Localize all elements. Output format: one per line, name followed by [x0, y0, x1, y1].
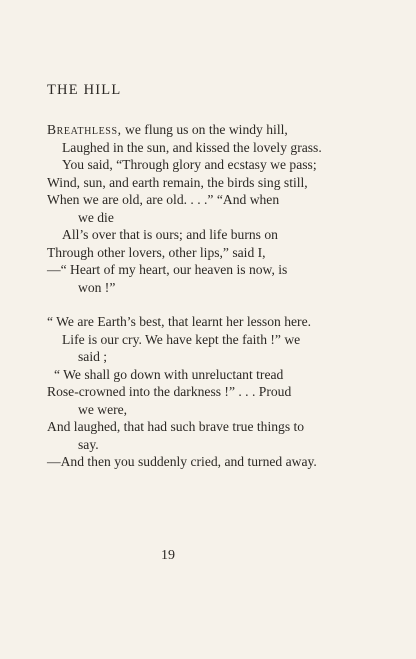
poem-line-2: Laughed in the sun, and kissed the lovely grass.	[62, 140, 322, 155]
poem-line-6: All’s over that is ours; and life burns on	[62, 227, 278, 242]
poem-line-7: Through other lovers, other lips,” said I,	[47, 245, 266, 260]
poem-line-10: Life is our cry. We have kept the faith !” we	[62, 332, 301, 347]
poem-line-4: Wind, sun, and earth remain, the birds sing still,	[47, 175, 308, 190]
poem-line-12: Rose-crowned into the darkness !” . . . Proud	[47, 384, 292, 399]
poem-line-5: When we are old, are old. . . .” “And when	[47, 192, 280, 207]
poem-title: THE HILL	[47, 82, 122, 98]
poem-line-10-turnover: said ;	[78, 349, 108, 364]
poem-line-8-turnover: won !”	[78, 280, 116, 295]
poem-line-5-turnover: we die	[78, 210, 114, 225]
poem-line-14: —And then you suddenly cried, and turned away.	[47, 454, 317, 469]
poem-line-1	[47, 121, 288, 139]
poem-first-word: Breathless,	[47, 122, 122, 137]
poem-line-1-rest: we flung us on the windy hill,	[121, 122, 288, 137]
poem-line-12-turnover: we were,	[78, 402, 128, 417]
page-number: 19	[161, 548, 175, 563]
poem-line-3: You said, “Through glory and ecstasy we pass;	[62, 157, 317, 172]
poem-line-11: “ We shall go down with unreluctant tread	[54, 367, 284, 382]
poem-line-13-turnover: say.	[78, 437, 99, 452]
poem-line-9: “ We are Earth’s best, that learnt her lesson here.	[47, 314, 312, 329]
poem-line-13: And laughed, that had such brave true things to	[47, 419, 305, 434]
poem-line-8: —“ Heart of my heart, our heaven is now, is	[47, 262, 288, 277]
